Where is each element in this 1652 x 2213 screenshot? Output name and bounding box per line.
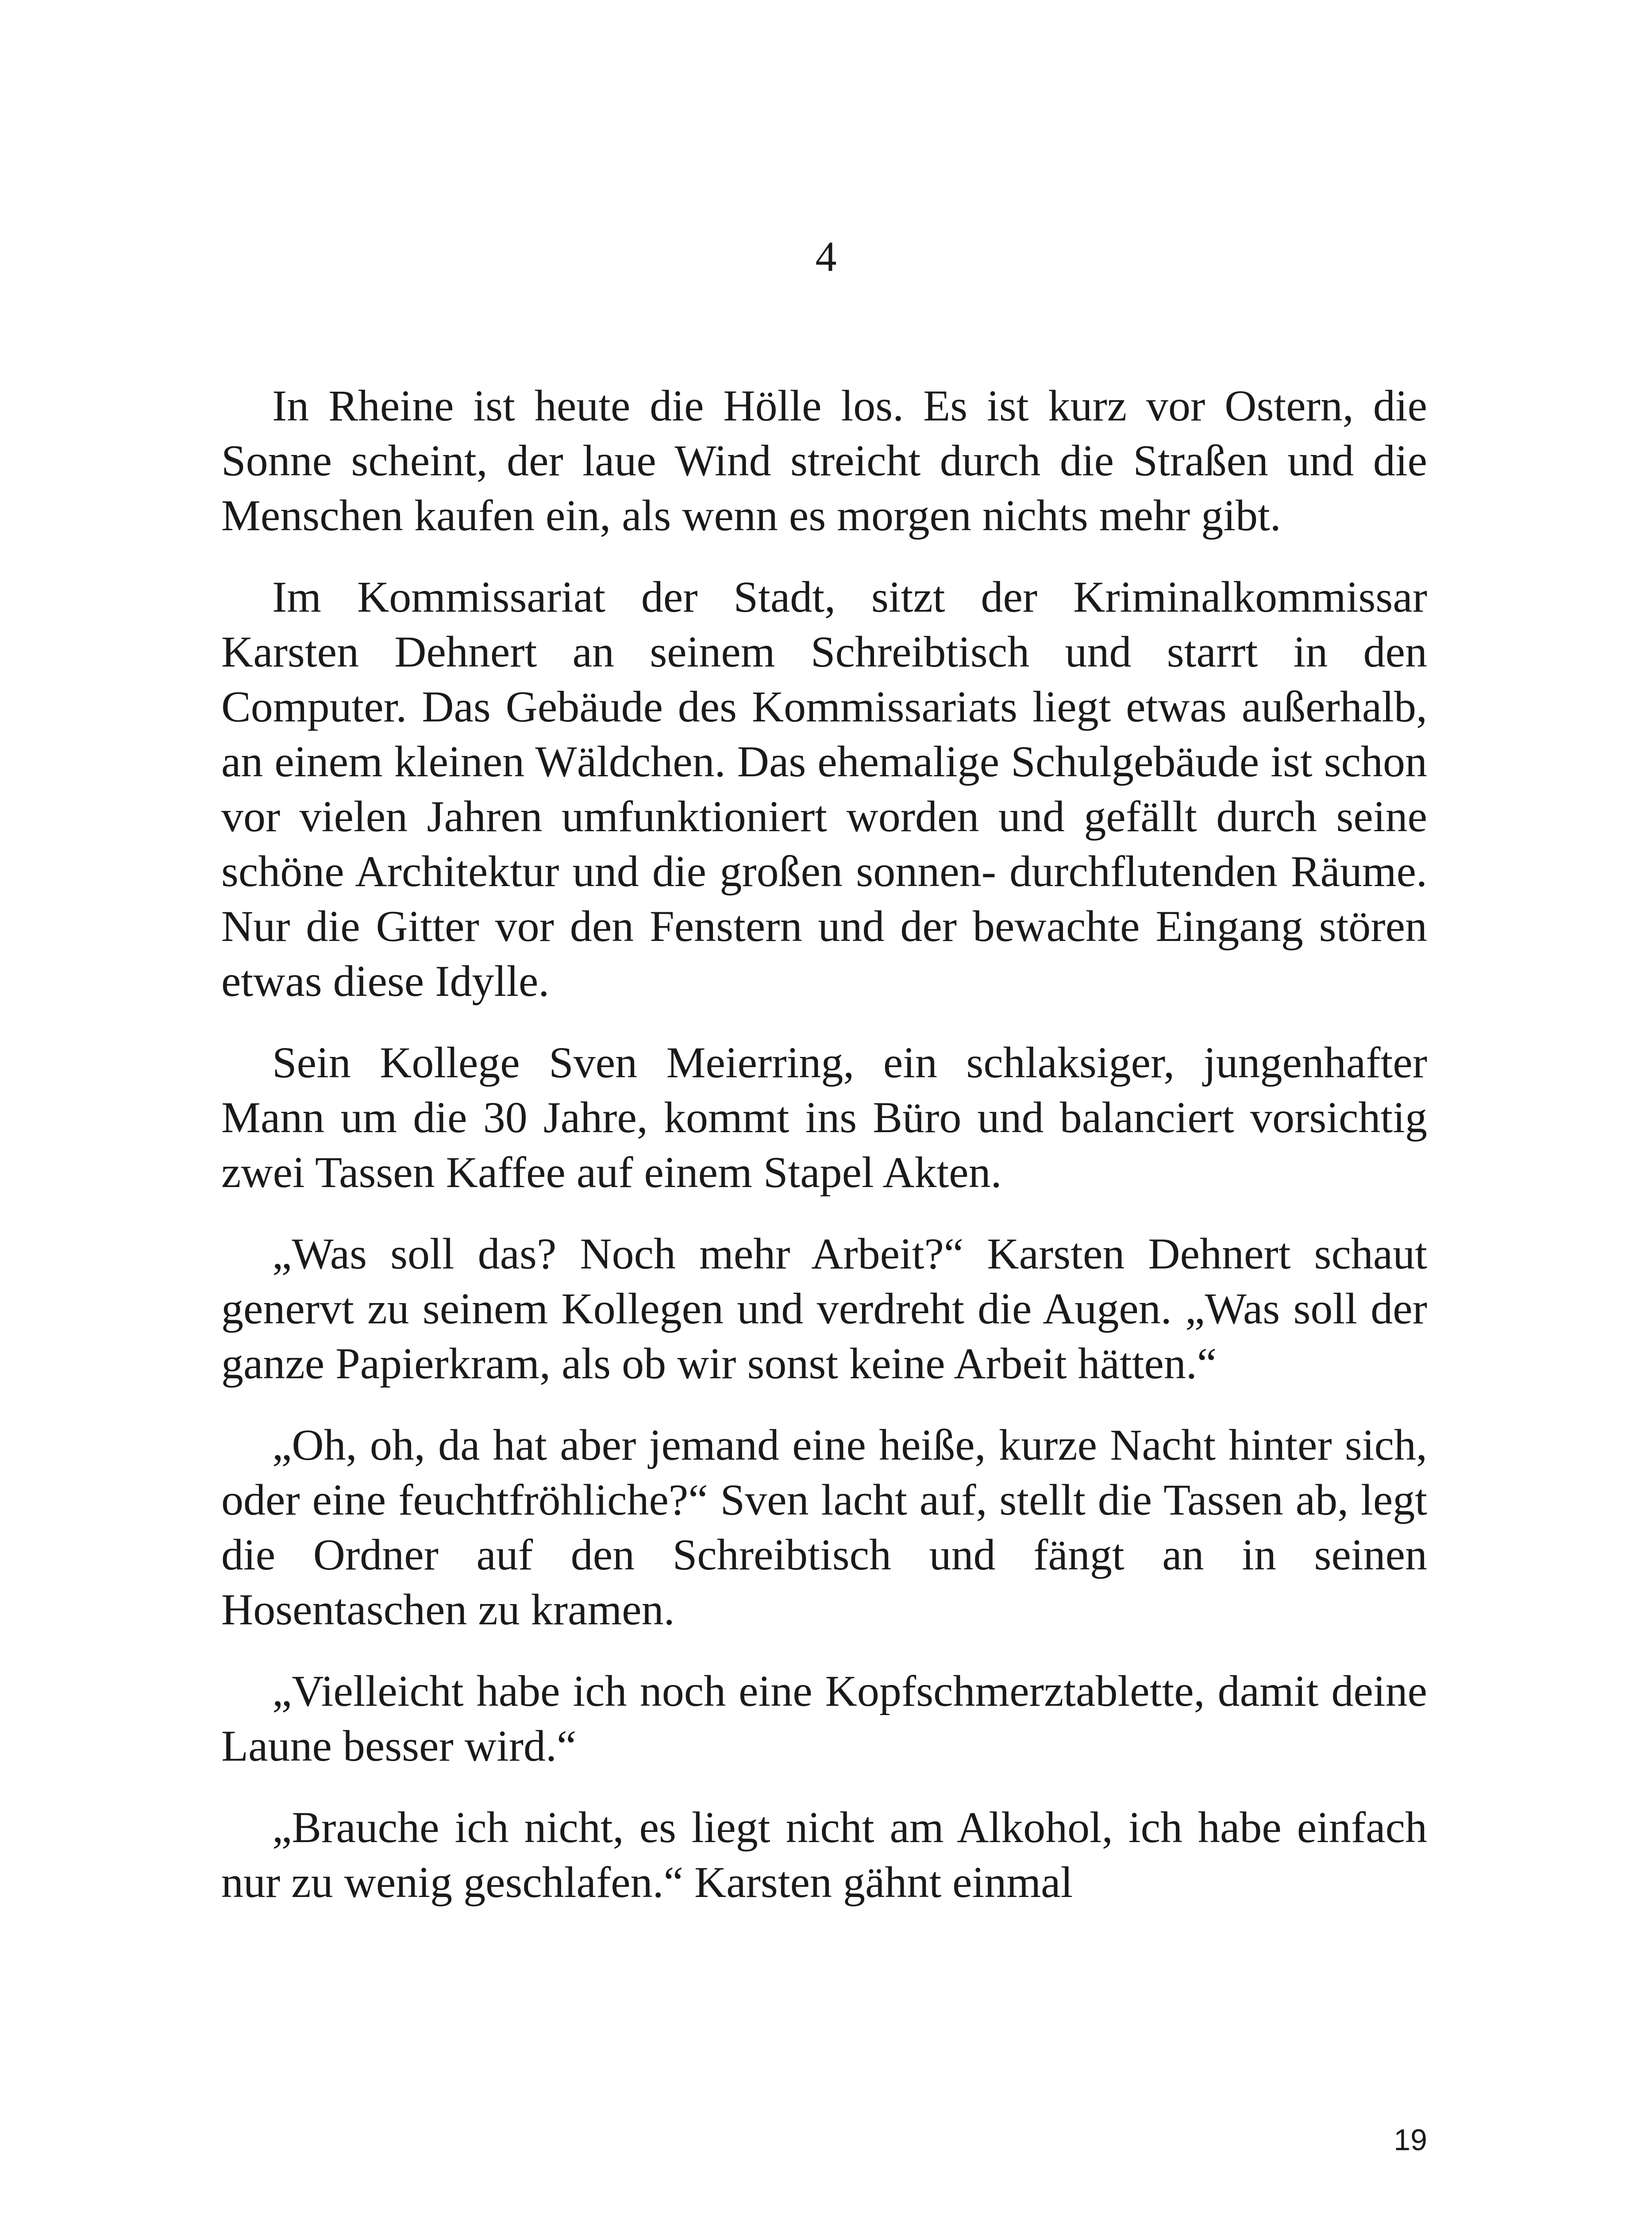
page-number: 19 <box>1394 2123 1427 2157</box>
paragraph: Sein Kollege Sven Meierring, ein schlaksiger, jungenhafter Mann um die 30 Jahre, kommt ins Büro und balanciert vorsichtig zwei Tassen Kaffee auf einem Stapel Akten. <box>221 1038 1427 1197</box>
text-body <box>221 378 1427 1910</box>
paragraph: „Oh, oh, da hat aber jemand eine heiße, kurze Nacht hinter sich, oder eine feuchtfröhliche?“ Sven lacht auf, stellt die Tassen ab, legt die Ordner auf den Schreibtisch und fängt an in seinen Hosentaschen zu kramen. <box>221 1420 1427 1634</box>
paragraph: Im Kommissariat der Stadt, sitzt der Kriminalkommissar Karsten Dehnert an seinem Schreibtisch und starrt in den Computer. Das Gebäude des Kommissariats liegt etwas außerhalb, an einem kleinen Wäldchen. Das ehemalige Schulgebäude ist schon vor vielen Jahren umfunktioniert worden und gefällt durch seine schöne Architektur und die großen sonnen- durchflutenden Räume. Nur die Gitter vor den Fenstern und der bewachte Eingang stören etwas diese Idylle. <box>221 572 1427 1006</box>
paragraph: „Vielleicht habe ich noch eine Kopfschmerztablette, damit deine Laune besser wird.“ <box>221 1666 1427 1770</box>
chapter-number: 4 <box>815 233 837 280</box>
paragraph: „Brauche ich nicht, es liegt nicht am Alkohol, ich habe einfach nur zu wenig geschlafen.“ Karsten gähnt einmal <box>221 1803 1427 1907</box>
paragraph: In Rheine ist heute die Hölle los. Es ist kurz vor Ostern, die Sonne scheint, der laue Wind streicht durch die Straßen und die Menschen kaufen ein, als wenn es morgen nichts mehr gibt. <box>221 381 1427 540</box>
paragraph: „Was soll das? Noch mehr Arbeit?“ Karsten Dehnert schaut genervt zu seinem Kollegen und verdreht die Augen. „Was soll der ganze Papierkram, als ob wir sonst keine Arbeit hätten.“ <box>221 1229 1427 1388</box>
